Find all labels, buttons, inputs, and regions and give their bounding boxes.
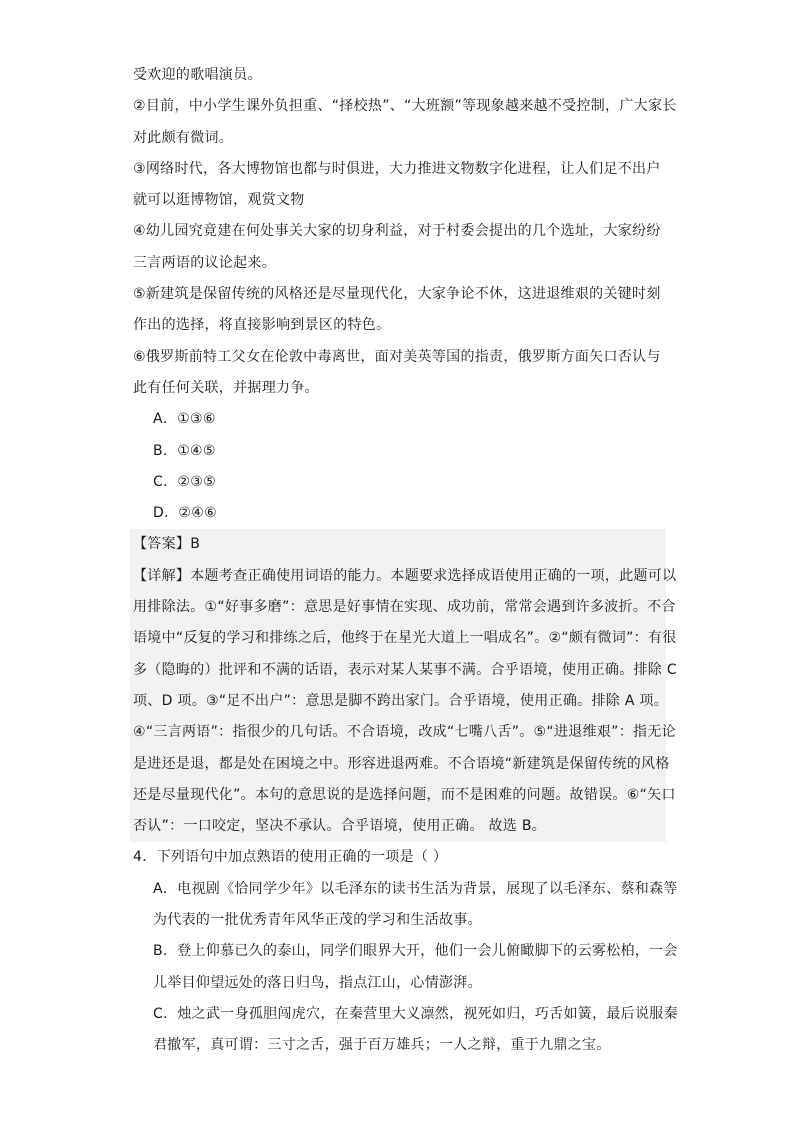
sentence-line: 就可以逛博物馆，观赏文物 — [133, 192, 305, 209]
sentence-4 — [133, 216, 663, 279]
sentence-line: 此有任何关联，并据理力争。 — [133, 379, 319, 396]
q4-option-c-line: C．烛之武一身孤胆闯虎穴，在秦营里大义凛然，视死如归，巧舌如簧，最后说服秦 — [153, 1005, 678, 1022]
q4-option-b-line: 儿举目仰望远处的落日归鸟，指点江山，心情澎湃。 — [153, 974, 482, 991]
sentence-2 — [133, 91, 677, 154]
q4-option-a-line: 为代表的一批优秀青年风华正茂的学习和生活故事。 — [153, 912, 482, 929]
sentence-6 — [133, 342, 663, 405]
detail-line: 项、D 项。③“足不出户”：意思是脚不跨出家门。合乎语境，使用正确。排除 A 项。 — [133, 692, 669, 709]
detail-line: 是进还是退，都是处在困境之中。形容进退两难。不合语境“新建筑是保留传统的风格 — [133, 755, 670, 772]
sentence-line: ③网络时代，各大博物馆也都与时俱进，大力推进文物数字化进程，让人们足不出户 — [133, 160, 661, 177]
sentence-line: ②目前，中小学生课外负担重、“择校热”、“大班额”等现象越来越不受控制，广大家长 — [133, 98, 677, 115]
answer-line: 【答案】B — [133, 536, 201, 553]
sentence-line: ⑥俄罗斯前特工父女在伦敦中毒离世，面对美英等国的指责，俄罗斯方面矢口否认与 — [133, 348, 661, 365]
option-a: A．①③⑥ — [153, 411, 216, 428]
question-4-stem: 4．下列语句中加点熟语的使用正确的一项是（ ） — [133, 849, 448, 866]
sentence-line: 对此颇有微词。 — [133, 129, 234, 146]
page-content — [133, 60, 678, 1062]
question-4 — [133, 842, 678, 1061]
detail-line: 还是尽量现代化”。本句的意思说的是选择问题，而不是困难的问题。故错误。⑥“矢口 — [133, 786, 676, 803]
sentence-line: ⑤新建筑是保留传统的风格还是尽量现代化，大家争论不休，这进退维艰的关键时刻 — [133, 286, 661, 303]
sentence-line: ④幼儿园究竟建在何处事关大家的切身利益，对于村委会提出的几个选址，大家纷纷 — [133, 223, 661, 240]
q4-option-c-line: 君撤军，真可谓：三寸之舌，强于百万雄兵；一人之辩，重于九鼎之宝。 — [153, 1037, 611, 1054]
detail-line: 用排除法。①“好事多磨”：意思是好事情在实现、成功前，常常会遇到许多波折。不合 — [133, 599, 676, 616]
q4-option-a-line: A．电视剧《恰同学少年》以毛泽东的读书生活为背景，展现了以毛泽东、蔡和森等 — [153, 880, 678, 897]
option-c: C．②③⑤ — [153, 473, 216, 490]
sentence-3 — [133, 154, 663, 217]
question-3-tail: 受欢迎的歌唱演员。 — [133, 67, 262, 83]
detail-line: 【详解】本题考查正确使用词语的能力。本题要求选择成语使用正确的一项，此题可以 — [133, 567, 677, 584]
sentence-line: 三言两语的议论起来。 — [133, 254, 276, 271]
detail-line: 语境中“反复的学习和排练之后，他终于在星光大道上一唱成名”。②“颇有微词”：有很 — [133, 630, 677, 647]
detail-line: ④“三言两语”：指很少的几句话。不合语境，改成“七嘴八舌”。⑤“进退维艰”：指无论 — [133, 724, 676, 741]
q4-option-b-line: B．登上仰慕已久的泰山，同学们眼界大开，他们一会儿俯瞰脚下的云雾松柏，一会 — [153, 943, 678, 960]
detail-line: 多（隐晦的）批评和不满的话语，表示对某人某事不满。合乎语境，使用正确。排除 C — [133, 661, 677, 678]
option-d: D．②④⑥ — [153, 505, 217, 522]
detail-line: 否认”：一口咬定，坚决不承认。合乎语境，使用正确。 故选 B。 — [133, 818, 547, 835]
answer-box — [130, 529, 677, 842]
option-b: B．①④⑤ — [153, 442, 216, 459]
sentence-line: 作出的选择，将直接影响到景区的特色。 — [133, 317, 391, 334]
sentence-5 — [133, 279, 663, 342]
